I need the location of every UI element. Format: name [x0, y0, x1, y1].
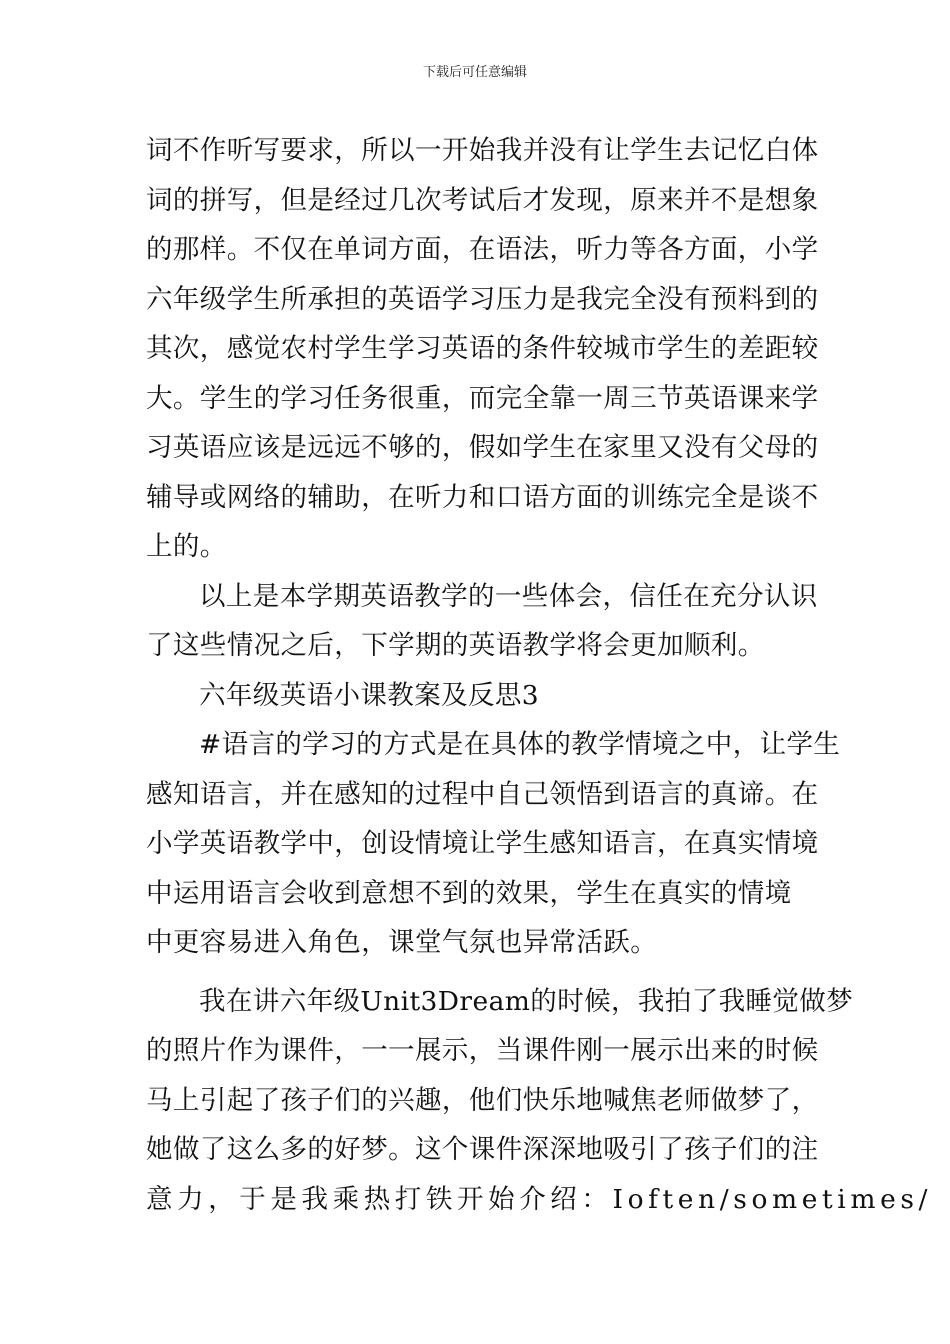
text-line: 了这些情况之后，下学期的英语教学将会更加顺利。 — [146, 630, 765, 661]
text-line: 的那样。不仅在单词方面，在语法，听力等各方面，小学 — [146, 234, 819, 265]
document-body — [146, 126, 933, 1224]
page-header: 下载后可任意编辑 — [422, 65, 527, 80]
text-line: 意力，于是我乘热打铁开始介绍：Ioften/sometimes/ — [146, 1183, 933, 1215]
text-line: 大。学生的学习任务很重，而完全靠一周三节英语课来学 — [146, 382, 819, 414]
text-line: 上的。 — [146, 531, 227, 562]
text-line: 辅导或网络的辅助，在听力和口语方面的训练完全是谈不 — [146, 481, 819, 513]
text-line: 中更容易进入角色，课堂气氛也异常活跃。 — [146, 927, 658, 958]
text-line: 习英语应该是远远不够的，假如学生在家里又没有父母的 — [146, 432, 819, 463]
text-line: 词不作听写要求，所以一开始我并没有让学生去记忆白体 — [146, 135, 819, 166]
text-line: 中运用语言会收到意想不到的效果，学生在真实的情境 — [146, 877, 792, 909]
paragraph-first-line: #语言的学习的方式是在具体的教学情境之中，让学生 — [199, 729, 841, 760]
text-line: 六年级学生所承担的英语学习压力是我完全没有预料到的 — [146, 283, 819, 315]
text-line: 的照片作为课件，一一展示，当课件刚一展示出来的时候 — [146, 1035, 819, 1066]
text-line: 马上引起了孩子们的兴趣，他们快乐地喊焦老师做梦了， — [146, 1084, 819, 1116]
text-line: 她做了这么多的好梦。这个课件深深地吸引了孩子们的注 — [146, 1134, 819, 1165]
text-line: 感知语言，并在感知的过程中自己领悟到语言的真谛。在 — [146, 778, 819, 810]
text-line: 小学英语教学中，创设情境让学生感知语言，在真实情境 — [146, 828, 819, 859]
paragraph-first-line: 以上是本学期英语教学的一些体会，信任在充分认识 — [199, 580, 818, 612]
text-line: 词的拼写，但是经过几次考试后才发现，原来并不是想象 — [146, 184, 819, 216]
text-line: 其次，感觉农村学生学习英语的条件较城市学生的差距较 — [146, 333, 819, 364]
paragraph-gap — [146, 968, 806, 977]
section-heading: 六年级英语小课教案及反思3 — [199, 679, 540, 711]
paragraph-first-line: 我在讲六年级Unit3Dream的时候，我拍了我睡觉做梦 — [199, 985, 854, 1017]
